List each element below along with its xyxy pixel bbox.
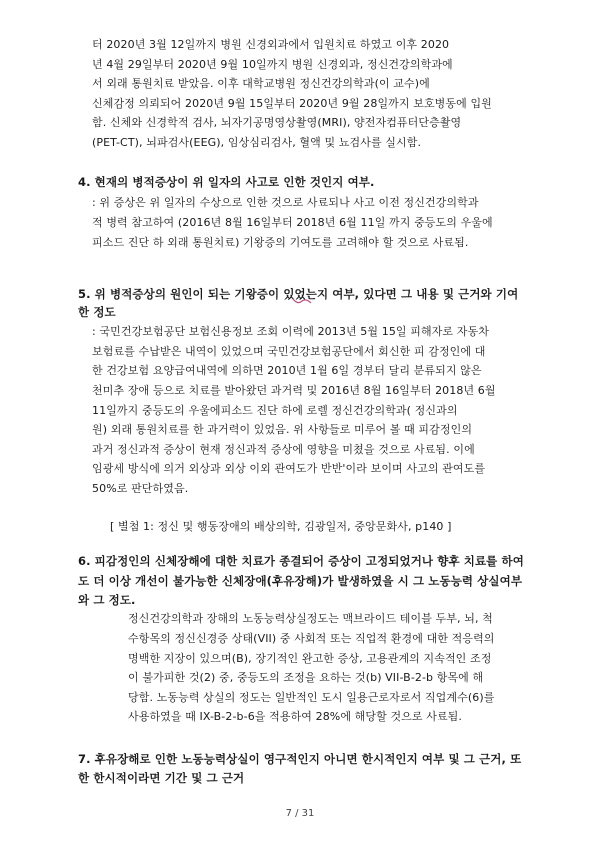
section-6-line: 정신건강의학과 장해의 노동능력상실정도는 맥브라이드 테이블 두부, 뇌, 척 xyxy=(128,612,493,625)
section-5-heading: 5. 위 병적증상의 원인이 되는 기왕증이 있었는지 여부, 있다면 그 내용 및 근거와 기여 xyxy=(78,287,519,301)
section-4-line: : 위 증상은 위 일자의 수상으로 인한 것으로 사료되나 사고 이전 정신건강의학과 xyxy=(92,196,479,209)
paragraph-line: (PET-CT), 뇌파검사(EEG), 임상심리검사, 혈액 및 뇨검사를 실시함. xyxy=(92,136,422,149)
section-4-heading: 4. 현재의 병적증상이 위 일자의 사고로 인한 것인지 여부. xyxy=(78,175,375,189)
paragraph-line: 년 4월 29일부터 2020년 9월 10일까지 병원 신경외과, 정신건강의학과에 xyxy=(92,58,453,71)
section-6-line: 명백한 지장이 있으며(B), 장기적인 완고한 증상, 고용관계의 지속적인 조정 xyxy=(128,652,492,665)
section-4-line: 피소드 진단 하 외래 통원치료) 기왕증의 기여도를 고려해야 할 것으로 사료됨. xyxy=(92,236,469,249)
section-5-line: 한 건강보험 요양급여내역에 의하면 2010년 1월 6일 경부터 달리 분류되지 않은 xyxy=(92,364,482,377)
section-5-heading: 한 정도 xyxy=(78,305,116,319)
section-5-line: 천미추 장애 등으로 치료를 받아왔던 과거력 및 2016년 8월 16일부터 2018년 6월 xyxy=(92,384,496,397)
section-6-line: 당함. 노동능력 상실의 정도는 일반적인 도시 일용근로자로서 직업계수(6)를 xyxy=(128,691,495,704)
paragraph-line: 함. 신체와 신경학적 검사, 뇌자기공명영상촬영(MRI), 양전자컴퓨터단층촬영 xyxy=(92,116,462,129)
section-5-line: : 국민건강보험공단 보험신용정보 조회 이력에 2013년 5월 15일 피해자로 자동차 xyxy=(92,325,489,338)
reference-note: [ 별첨 1: 정신 및 행동장애의 배상의학, 김광일저, 중앙문화사, p140 ] xyxy=(110,520,452,533)
section-6-heading: 6. 피감정인의 신체장해에 대한 치료가 종결되어 증상이 고정되었거나 향후 치료를 하여 xyxy=(78,554,524,568)
section-5-line: 보험료를 수납받은 내역이 있었으며 국민건강보험공단에서 회신한 피 감정인에 대 xyxy=(92,345,486,358)
page-number: 7 / 31 xyxy=(285,808,315,819)
section-6-line: 사용하였을 때 IX-B-2-b-6을 적용하여 28%에 해당할 것으로 사료됨. xyxy=(128,710,463,723)
section-5-line: 임광세 방식에 의거 외상과 외상 이외 관여도가 반반'이라 보이며 사고의 관여도를 xyxy=(92,462,486,475)
section-5-line: 원) 외래 통원치료를 한 과거력이 있었음. 위 사항들로 미루어 볼 때 피감정인의 xyxy=(92,423,473,436)
section-5-line: 11일까지 중등도의 우울에피소드 진단 하에 로렐 정신건강의학과( 정신과의 xyxy=(92,404,458,417)
handwritten-underline-mark xyxy=(292,297,312,306)
section-7-heading: 7. 후유장해로 인한 노동능력상실이 영구적인지 아니면 한시적인지 여부 및 그 근거, 또 xyxy=(78,752,522,766)
section-6-line: 이 불가피한 것(2) 중, 중등도의 조정을 요하는 것(b) VII-B-2-b 항목에 해 xyxy=(128,671,484,684)
section-5-line: 과거 정신과적 증상이 현재 정신과적 증상에 영향을 미쳤을 것으로 사료됨. 이에 xyxy=(92,443,475,456)
section-4-line: 적 병력 참고하여 (2016년 8월 16일부터 2018년 6월 11일 까지 중등도의 우울에 xyxy=(92,216,493,229)
section-6-line: 수항목의 정신신경증 상태(VII) 중 사회적 또는 직업적 환경에 대한 적응력의 xyxy=(128,632,495,645)
paragraph-line: 터 2020년 3월 12일까지 병원 신경외과에서 입원치료 하였고 이후 2020 xyxy=(92,38,450,51)
section-7-heading: 한 한시적이라면 기간 및 그 근거 xyxy=(78,771,245,785)
section-6-heading: 와 그 정도. xyxy=(78,593,136,607)
paragraph-line: 신체감정 의뢰되어 2020년 9월 15일부터 2020년 9월 28일까지 보호병동에 입원 xyxy=(92,97,492,110)
section-6-heading: 도 더 이상 개선이 불가능한 신체장애(후유장해)가 발생하였을 시 그 노동능력 상실여부 xyxy=(78,574,523,588)
paragraph-line: 서 외래 통원치료 받았음. 이후 대학교병원 정신건강의학과(이 교수)에 xyxy=(92,77,430,90)
section-5-line: 50%로 판단하였음. xyxy=(92,482,189,495)
